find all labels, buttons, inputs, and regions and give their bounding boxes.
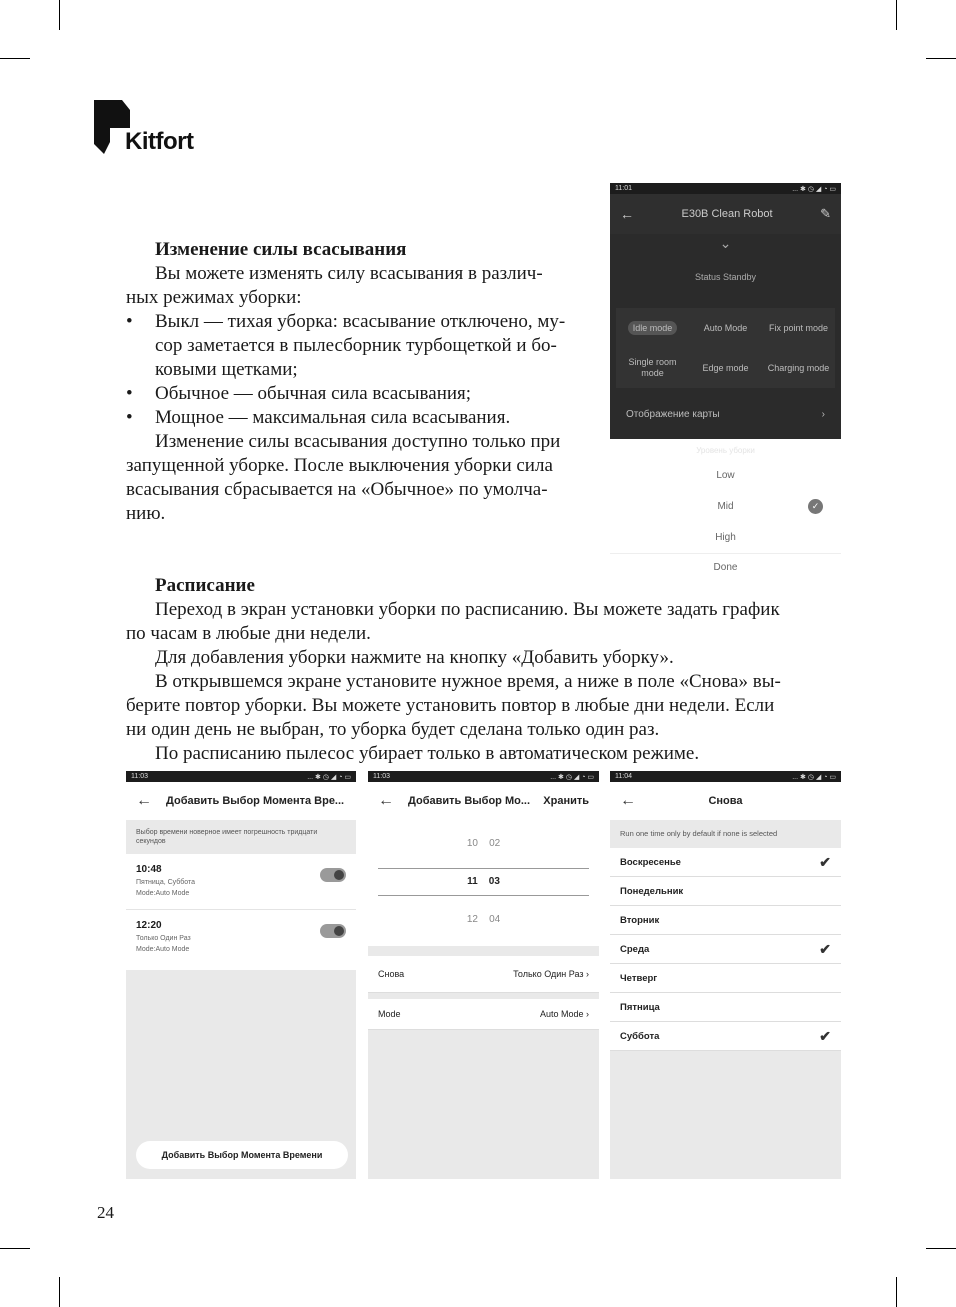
list-item-text: Мощное — максимальная сила всасывания. <box>155 407 511 428</box>
repeat-value: Только Один Раз <box>513 969 584 979</box>
paragraph: по часам в любые дни недели. <box>126 623 371 644</box>
suction-section <box>126 238 601 526</box>
crop-mark <box>59 1277 60 1307</box>
crop-mark <box>926 58 956 59</box>
mode-single-room[interactable]: Single room mode <box>628 357 677 378</box>
crop-mark <box>926 1248 956 1249</box>
schedule-days: Только Один Раз <box>136 935 191 942</box>
picker-row: 10 02 <box>466 838 501 849</box>
checkmark-circle-icon: ✓ <box>808 499 823 514</box>
day-name: Четверг <box>620 972 658 984</box>
option-mid[interactable]: Mid ✓ <box>610 491 841 522</box>
robot-status-panel <box>610 234 841 304</box>
status-time: 11:01 <box>615 185 632 192</box>
mode-fix-point[interactable]: Fix point mode <box>768 322 829 333</box>
schedule-item[interactable] <box>126 854 356 910</box>
schedule-section <box>126 574 836 766</box>
schedule-time: 12:20 <box>136 920 162 931</box>
header <box>368 782 599 820</box>
paragraph: Изменение силы всасывания доступно только при <box>155 431 561 452</box>
repeat-note: Run one time only by default if none is selected <box>620 829 778 838</box>
day-row[interactable] <box>610 848 841 877</box>
list-item: • Обычное — обычная сила всасывания; <box>126 382 601 406</box>
robot-header <box>610 194 841 234</box>
checkmark-icon: ✔ <box>819 853 831 870</box>
header <box>610 782 841 820</box>
status-icons: ... ✱ ◷ ◢ ◔ ▭ <box>792 773 836 781</box>
mode-grid <box>616 308 835 388</box>
mode-edge[interactable]: Edge mode <box>702 362 749 373</box>
paragraph: Вы можете изменять силу всасывания в различ- <box>155 263 543 284</box>
time-wheel[interactable] <box>368 820 599 946</box>
chevron-right-icon: › <box>586 969 589 979</box>
crop-mark <box>59 0 60 30</box>
section-heading: Изменение силы всасывания <box>155 239 407 260</box>
accuracy-note: Выбор времени новерное имеет погрешность тридцати секундов <box>136 829 318 845</box>
day-row[interactable] <box>610 877 841 906</box>
list-item: • Выкл — тихая уборка: всасывание отключено, му- сор заметается в пылесборник турбощеткой и бо- ковыми щетками; <box>126 310 601 382</box>
screen-title: Добавить Выбор Мо... <box>408 795 531 807</box>
list-item-text: сор заметается в пылесборник турбощеткой и бо- <box>155 335 557 356</box>
day-row[interactable] <box>610 964 841 993</box>
status-bar <box>610 183 841 194</box>
mode-idle[interactable]: Idle mode <box>616 323 689 334</box>
screen-title: Добавить Выбор Момента Вре... <box>166 795 345 807</box>
day-row[interactable] <box>610 993 841 1022</box>
edit-icon[interactable]: ✎ <box>820 206 831 221</box>
status-time: 11:03 <box>131 773 148 780</box>
paragraph: запущенной уборке. После выключения уборки сила <box>126 455 553 476</box>
time-picker-screen <box>368 771 599 1179</box>
picker-row-selected: 11 03 <box>378 868 589 896</box>
save-button[interactable]: Хранить <box>543 795 589 807</box>
page-number: 24 <box>97 1203 114 1222</box>
day-name: Вторник <box>620 914 660 926</box>
status-icons: ... ✱ ◷ ◢ ◔ ▭ <box>307 773 351 781</box>
list-item-text: Обычное — обычная сила всасывания; <box>155 383 472 404</box>
back-arrow-icon[interactable]: ← <box>620 206 634 222</box>
status-bar <box>126 771 356 782</box>
paragraph: берите повтор уборки. Вы можете установить повтор в любые дни недели. Если <box>126 695 775 716</box>
days-list <box>610 848 841 1051</box>
option-low[interactable]: Low <box>716 470 735 481</box>
schedule-time: 10:48 <box>136 864 162 875</box>
repeat-label: Снова <box>378 969 405 979</box>
map-row[interactable] <box>616 394 835 434</box>
checkmark-icon: ✔ <box>819 940 831 957</box>
brand-name: Kitfort <box>125 128 194 155</box>
paragraph: В открывшемся экране установите нужное время, а ниже в поле «Снова» вы- <box>155 671 781 692</box>
back-arrow-icon[interactable]: ← <box>620 792 636 809</box>
mode-label: Mode <box>378 1009 401 1019</box>
schedule-days: Пятница, Суббота <box>136 879 196 886</box>
suction-popup <box>610 442 841 590</box>
paragraph: ных режимах уборки: <box>126 287 302 308</box>
screen-title: Снова <box>708 795 743 807</box>
crop-mark <box>896 1277 897 1307</box>
day-name: Суббота <box>620 1030 660 1042</box>
day-row[interactable] <box>610 1022 841 1051</box>
done-button[interactable]: Done <box>713 562 738 573</box>
mode-row[interactable] <box>368 999 599 1030</box>
status-icons: ... ✱ ◷ ◢ ◔ ▭ <box>792 185 836 193</box>
popup-title: Уровень уборки <box>696 446 755 455</box>
schedule-toggle[interactable] <box>320 868 346 882</box>
status-icons: ... ✱ ◷ ◢ ◔ ▭ <box>550 773 594 781</box>
header <box>126 782 356 820</box>
chevron-right-icon: › <box>586 1009 589 1019</box>
status-bar <box>610 771 841 782</box>
schedule-mode: Mode:Auto Mode <box>136 946 190 953</box>
option-high[interactable]: High <box>610 522 841 554</box>
schedule-mode: Mode:Auto Mode <box>136 890 190 897</box>
chevron-down-icon[interactable]: ⌄ <box>719 235 732 251</box>
crop-mark <box>896 0 897 30</box>
repeat-days-screen <box>610 771 841 1179</box>
paragraph: нию. <box>126 503 166 524</box>
status-bar <box>368 771 599 782</box>
robot-title: E30B Clean Robot <box>681 208 773 220</box>
crop-mark <box>0 58 30 59</box>
paragraph: всасывания сбрасывается на «Обычное» по умолча- <box>126 479 548 500</box>
status-time: 11:03 <box>373 773 390 780</box>
status-text: Status Standby <box>694 272 757 282</box>
list-item-text: ковыми щетками; <box>155 359 298 380</box>
list-item-text: Выкл — тихая уборка: всасывание отключено, му- <box>155 311 566 332</box>
add-schedule-button[interactable]: Добавить Выбор Момента Времени <box>136 1141 348 1169</box>
paragraph: ни один день не выбран, то уборка будет сделана только один раз. <box>126 719 660 740</box>
paragraph: Для добавления уборки нажмите на кнопку «Добавить уборку». <box>155 647 674 668</box>
schedule-toggle[interactable] <box>320 924 346 938</box>
mode-auto[interactable]: Auto Mode <box>703 322 748 333</box>
map-label: Отображение карты <box>626 408 720 420</box>
mode-charging[interactable]: Charging mode <box>767 362 830 373</box>
section-heading: Расписание <box>155 575 255 596</box>
day-name: Среда <box>620 943 650 955</box>
robot-screen <box>610 183 841 439</box>
day-row[interactable] <box>610 906 841 935</box>
day-name: Воскресенье <box>620 856 681 868</box>
day-name: Пятница <box>620 1001 660 1013</box>
picker-row: 12 04 <box>466 914 501 925</box>
status-time: 11:04 <box>615 773 632 780</box>
mode-value: Auto Mode <box>539 1009 584 1019</box>
day-name: Понедельник <box>620 885 684 897</box>
repeat-row[interactable] <box>368 956 599 993</box>
crop-mark <box>0 1248 30 1249</box>
back-arrow-icon[interactable]: ← <box>378 792 394 809</box>
schedule-list-screen <box>126 771 356 1179</box>
paragraph: Переход в экран установки уборки по расписанию. Вы можете задать график <box>155 599 780 620</box>
schedule-item[interactable] <box>126 910 356 970</box>
chevron-right-icon: › <box>821 408 825 420</box>
list-item: • Мощное — максимальная сила всасывания. <box>126 406 601 430</box>
checkmark-icon: ✔ <box>819 1027 831 1044</box>
paragraph: По расписанию пылесос убирает только в автоматическом режиме. <box>155 743 700 764</box>
day-row[interactable] <box>610 935 841 964</box>
back-arrow-icon[interactable]: ← <box>136 792 152 809</box>
schedule-list <box>126 854 356 970</box>
